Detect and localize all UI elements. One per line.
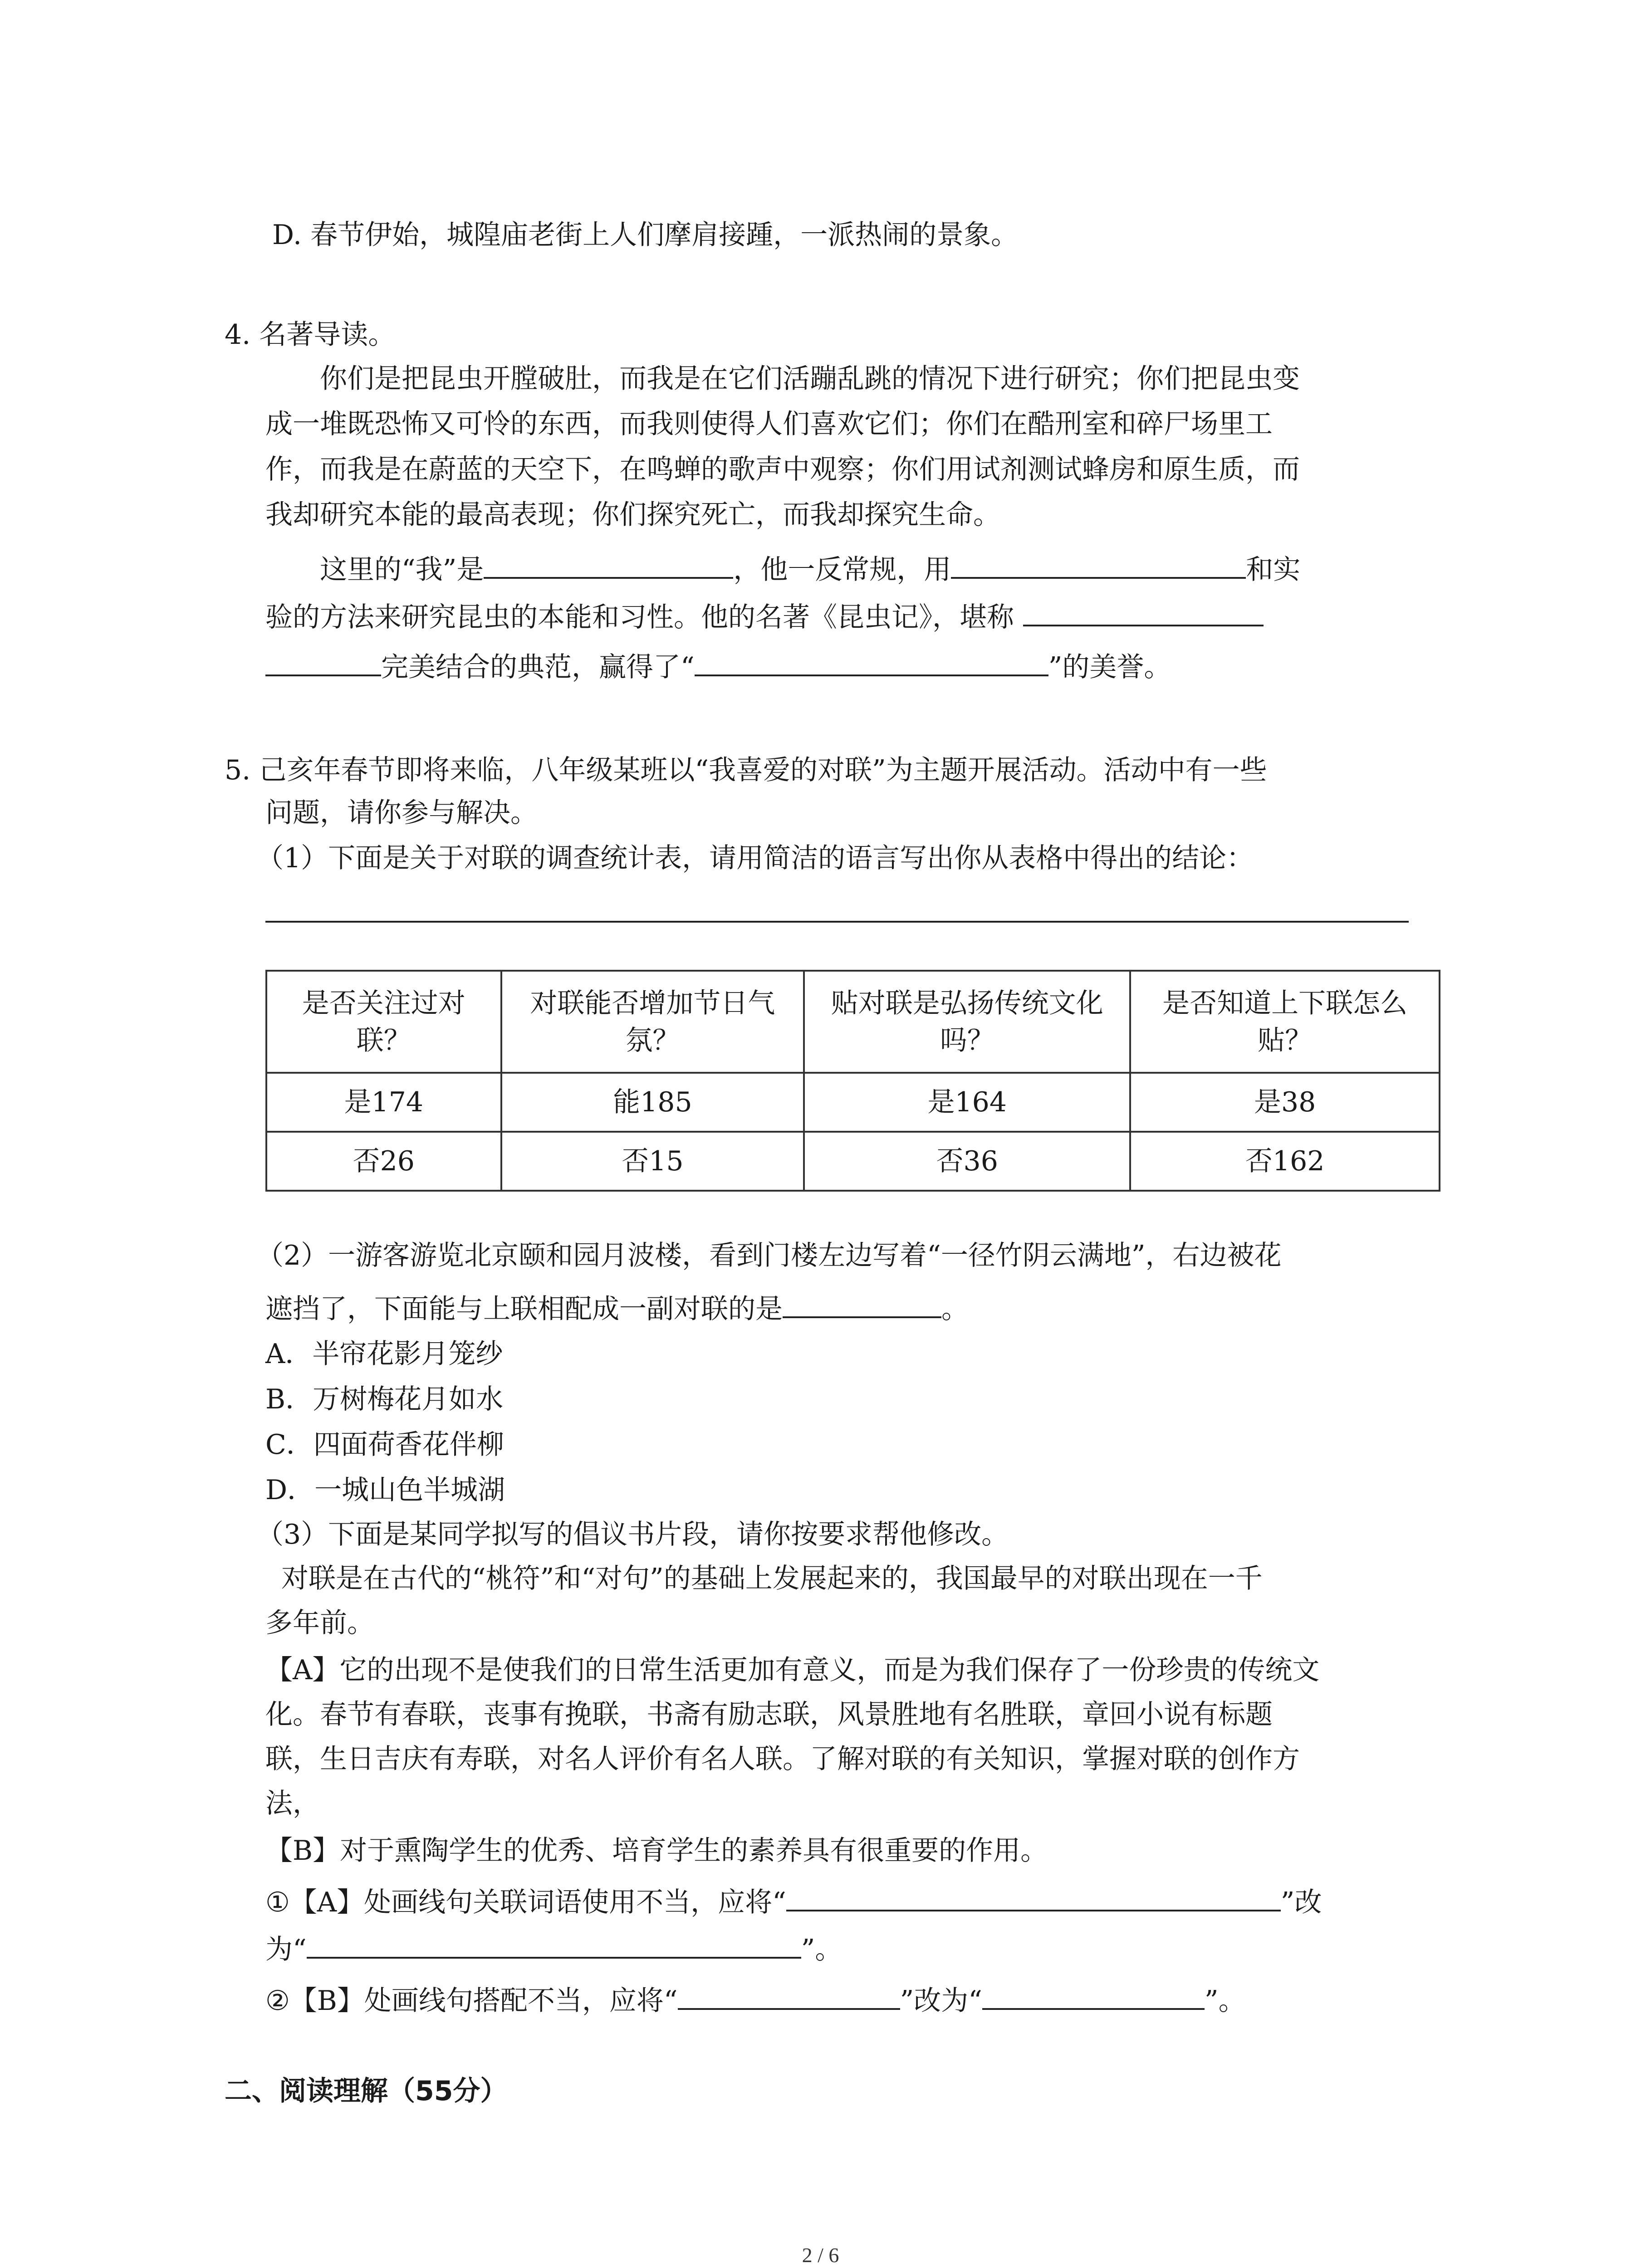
q5-sub2-text: 遮挡了，下面能与上联相配成一副对联的是 — [265, 1293, 783, 1325]
answer-blank[interactable] — [982, 1980, 1205, 2010]
q4-fill-text: 和实 — [1246, 554, 1301, 586]
table-cell: 否15 — [501, 1132, 804, 1191]
proposal-text: 联，生日吉庆有寿联，对名人评价有名人联。了解对联的有关知识，掌握对联的创作方 — [265, 1743, 1300, 1775]
q4-passage-line: 作，而我是在蔚蓝的天空下，在鸣蝉的歌声中观察；你们用试剂测试蜂房和原生质，而 — [265, 454, 1300, 485]
answer-blank[interactable] — [951, 549, 1246, 579]
answer-2-line — [265, 1980, 1246, 2019]
q4-fill-text: ，他一反常规，用 — [733, 554, 951, 586]
option-c: C．四面荷香花伴柳 — [265, 1429, 504, 1461]
table-header-cell: 是否关注过对 联？ — [266, 971, 501, 1073]
proposal-text: 【B】对于熏陶学生的优秀、培育学生的素养具有很重要的作用。 — [265, 1835, 1048, 1867]
answer-1-text: ”。 — [801, 1934, 843, 1965]
table-cell: 否162 — [1130, 1132, 1440, 1191]
proposal-text: 【A】它的出现不是使我们的日常生活更加有意义，而是为我们保存了一份珍贵的传统文 — [265, 1654, 1320, 1686]
answer-blank[interactable] — [678, 1980, 900, 2010]
q4-fill-line-2 — [265, 596, 1264, 635]
answer-line[interactable] — [265, 921, 1409, 923]
q5-intro: 5. 己亥年春节即将来临，八年级某班以“我喜爱的对联”为主题开展活动。活动中有一些 — [225, 754, 1267, 786]
proposal-text: 化。春节有春联，丧事有挽联，书斋有励志联，风景胜地有名胜联，章回小说有标题 — [265, 1699, 1273, 1730]
q4-passage-line: 成一堆既恐怖又可怜的东西，而我则使得人们喜欢它们；你们在酷刑室和碎尸场里工 — [265, 408, 1273, 440]
answer-1-text: ”改 — [1280, 1887, 1322, 1918]
q5-sub2: （2）一游客游览北京颐和园月波楼，看到门楼左边写着“一径竹阴云满地”，右边被花 — [256, 1240, 1282, 1271]
table-cell: 是38 — [1130, 1073, 1440, 1132]
answer-blank[interactable] — [484, 549, 733, 579]
table-cell: 是164 — [804, 1073, 1130, 1132]
q4-title: 4. 名著导读。 — [225, 319, 396, 351]
answer-blank[interactable] — [783, 1288, 941, 1318]
table-header-cell: 是否知道上下联怎么 贴？ — [1130, 971, 1440, 1073]
answer-2-text: ②【B】处画线句搭配不当，应将“ — [265, 1985, 678, 2017]
q5-intro: 问题，请你参与解决。 — [265, 797, 538, 829]
table-header-row — [266, 971, 1440, 1073]
answer-1-line — [265, 1882, 1322, 1921]
q5-sub2-line2 — [265, 1288, 969, 1327]
proposal-text: 多年前。 — [265, 1607, 374, 1639]
q4-fill-text: ”的美誉。 — [1048, 651, 1171, 683]
table-cell: 否26 — [266, 1132, 501, 1191]
q4-fill-text: 这里的“我”是 — [320, 554, 484, 586]
q5-sub2-text: 。 — [941, 1293, 969, 1325]
answer-blank[interactable] — [786, 1882, 1281, 1911]
option-d: D．一城山色半城湖 — [265, 1474, 505, 1506]
table-header-cell: 贴对联是弘扬传统文化 吗？ — [804, 971, 1130, 1073]
answer-blank[interactable] — [265, 646, 381, 676]
section-heading: 二、阅读理解（55分） — [225, 2075, 508, 2107]
answer-1-text: 为“ — [265, 1934, 307, 1965]
option-b: B．万树梅花月如水 — [265, 1383, 504, 1415]
option-a: A．半帘花影月笼纱 — [265, 1338, 503, 1370]
q4-fill-text: 完美结合的典范，赢得了“ — [381, 651, 695, 683]
q4-fill-line-3 — [265, 646, 1171, 685]
answer-blank[interactable] — [1023, 596, 1264, 626]
table-cell: 是174 — [266, 1073, 501, 1132]
proposal-text: 对联是在古代的“桃符”和“对句”的基础上发展起来的，我国最早的对联出现在一千 — [281, 1563, 1263, 1594]
q4-passage-line: 我却研究本能的最高表现；你们探究死亡，而我却探究生命。 — [265, 499, 1000, 531]
table-row — [266, 1073, 1440, 1132]
table-cell: 否36 — [804, 1132, 1130, 1191]
q4-fill-text: 验的方法来研究昆虫的本能和习性。他的名著《昆虫记》，堪称 — [265, 601, 1014, 633]
q5-sub1: （1）下面是关于对联的调查统计表，请用简洁的语言写出你从表格中得出的结论： — [256, 842, 1254, 874]
q4-passage-line: 你们是把昆虫开膛破肚，而我是在它们活蹦乱跳的情况下进行研究；你们把昆虫变 — [320, 363, 1300, 395]
page-number: 2 / 6 — [802, 2244, 839, 2267]
answer-2-text: ”。 — [1204, 1985, 1246, 2017]
q3-option-d: D. 春节伊始，城隍庙老街上人们摩肩接踵，一派热闹的景象。 — [272, 219, 1019, 251]
table-header-cell: 对联能否增加节日气 氛？ — [501, 971, 804, 1073]
survey-table — [265, 970, 1440, 1192]
table-cell: 能185 — [501, 1073, 804, 1132]
proposal-text: 法， — [265, 1788, 320, 1819]
answer-1-text: ①【A】处画线句关联词语使用不当，应将“ — [265, 1887, 786, 1918]
answer-blank[interactable] — [307, 1929, 801, 1959]
answer-blank[interactable] — [695, 646, 1048, 676]
q4-fill-line-1 — [320, 549, 1300, 588]
table-row — [266, 1132, 1440, 1191]
q5-sub3: （3）下面是某同学拟写的倡议书片段，请你按要求帮他修改。 — [256, 1519, 1009, 1550]
answer-1-line-2 — [265, 1929, 842, 1968]
answer-2-text: ”改为“ — [900, 1985, 982, 2017]
